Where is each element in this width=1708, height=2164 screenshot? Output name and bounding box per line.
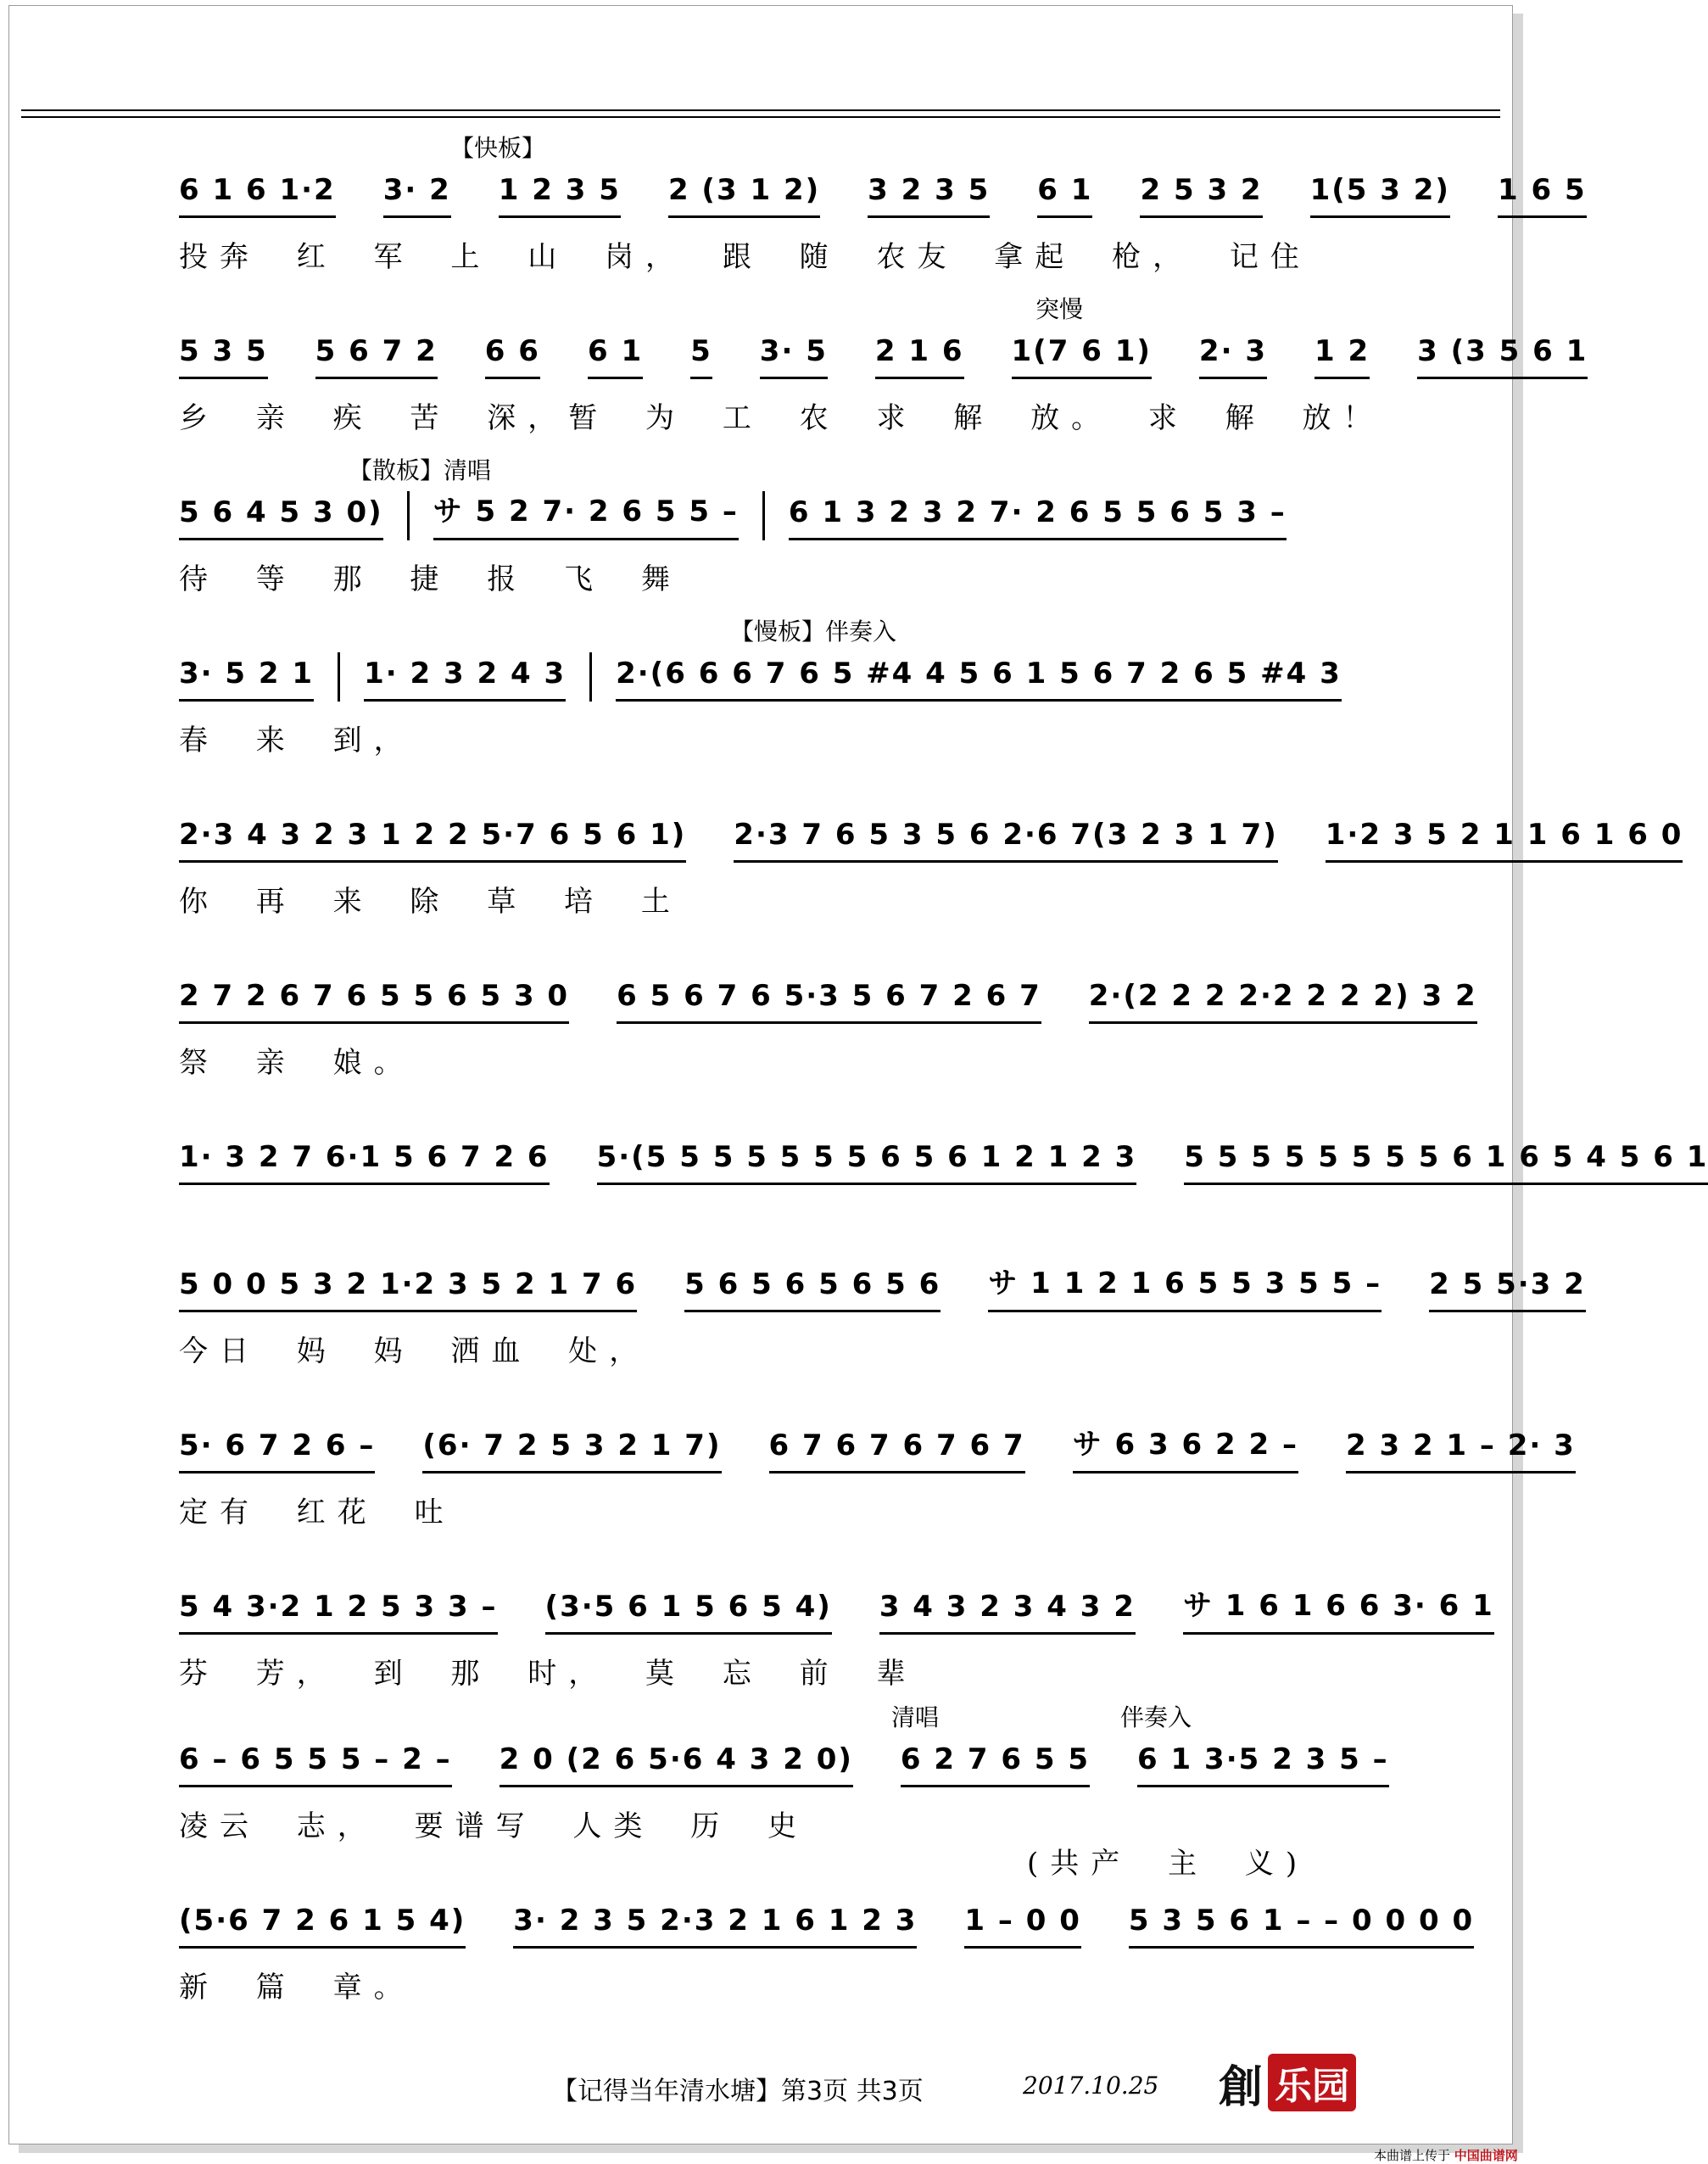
upload-note [1374, 2146, 1518, 2164]
lyrics-line: 今日 妈 妈 洒血 处， [179, 1334, 650, 1368]
measure: 6 1 [1037, 173, 1092, 218]
measure: 6 5 6 7 6 5·3 5 6 7 2 6 7 [617, 979, 1041, 1024]
score-page [8, 5, 1708, 2144]
measure: 1 2 [1314, 334, 1370, 379]
measure: 3· 2 [383, 173, 451, 218]
lyrics-line: 新 篇 章。 [179, 1971, 415, 2005]
measure: 3 2 3 5 [868, 173, 990, 218]
top-rule-inner [21, 116, 1500, 118]
measure: (5·6 7 2 6 1 5 4) [179, 1904, 466, 1949]
measure: 5 6 4 5 3 0) [179, 495, 383, 540]
measure: 3 (3 5 6 1 [1417, 334, 1588, 379]
measure: 3· 5 [760, 334, 828, 379]
lyrics-line: 芬 芳， 到 那 时， 莫 忘 前 辈 [179, 1657, 918, 1691]
lyrics-line: 定有 红花 吐 [179, 1496, 455, 1529]
tempo-mark: 伴奏入 [1120, 1703, 1192, 1731]
measure: 6 6 [485, 334, 540, 379]
bar-line [589, 652, 592, 702]
measure: サ 1 6 1 6 6 3· 6 1 [1183, 1582, 1494, 1635]
measure: 3· 5 2 1 [179, 657, 314, 702]
measure: 1· 3 2 7 6·1 5 6 7 2 6 [179, 1140, 550, 1185]
logo-text-right: 乐园 [1268, 2054, 1356, 2111]
measure: 6 1 3 2 3 2 7· 2 6 5 5 6 5 3 – [789, 495, 1287, 540]
bar-line [338, 652, 340, 702]
measure: 2·3 4 3 2 3 1 2 2 5·7 6 5 6 1) [179, 818, 686, 863]
measure: 2 3 2 1 – 2· 3 [1346, 1429, 1576, 1473]
notation-line [179, 328, 1588, 379]
measure: サ 1 1 2 1 6 5 5 3 5 5 – [988, 1260, 1381, 1312]
bar-line [407, 491, 410, 540]
lyrics-line-alt: (共产 主 义) [1027, 1847, 1309, 1881]
measure: 5· 6 7 2 6 – [179, 1429, 375, 1473]
measure: 2· 3 [1199, 334, 1267, 379]
tempo-mark: 【快板】 [450, 134, 546, 162]
notation-line [179, 812, 1683, 863]
bar-line [762, 491, 765, 540]
measure: 5 3 5 [179, 334, 268, 379]
page-footer [9, 2063, 1512, 2114]
measure: 5 6 5 6 5 6 5 6 [684, 1267, 941, 1312]
measure: 1(5 3 2) [1310, 173, 1450, 218]
measure: 2 0 (2 6 5·6 4 3 2 0) [500, 1742, 853, 1787]
lyrics-line: 祭 亲 娘。 [179, 1046, 415, 1080]
notation-line [179, 651, 1383, 702]
site-logo [1190, 2046, 1385, 2119]
measure: 5 3 5 6 1 – – 0 0 0 0 [1129, 1904, 1474, 1949]
measure: 3· 2 3 5 2·3 2 1 6 1 2 3 [513, 1904, 917, 1949]
notation-line [179, 1898, 1475, 1949]
measure: 2 5 5·3 2 [1429, 1267, 1586, 1312]
measure: 2 7 2 6 7 6 5 5 6 5 3 0 [179, 979, 569, 1024]
measure: 5 0 0 5 3 2 1·2 3 5 2 1 7 6 [179, 1267, 637, 1312]
measure: 6 1 [588, 334, 643, 379]
upload-note-text: 本曲谱上传于 [1374, 2148, 1451, 2163]
lyrics-line: 待 等 那 捷 报 飞 舞 [179, 562, 682, 596]
notation-line [179, 1261, 1586, 1312]
measure: 2 5 3 2 [1140, 173, 1262, 218]
top-rule [21, 109, 1500, 111]
lyrics-line: 凌云 志， 要谱写 人类 历 史 [179, 1809, 809, 1843]
measure: 2 (3 1 2) [668, 173, 820, 218]
measure: サ 6 3 6 2 2 – [1073, 1421, 1298, 1473]
notation-line [179, 1423, 1576, 1473]
measure: サ 5 2 7· 2 6 5 5 – [433, 488, 739, 540]
tempo-mark: 【散板】清唱 [349, 456, 492, 484]
measure: 6 1 3·5 2 3 5 – [1137, 1742, 1389, 1787]
footer-date: 2017.10.25 [1023, 2072, 1159, 2100]
measure: 5 6 7 2 [315, 334, 438, 379]
measure: 3 4 3 2 3 4 3 2 [879, 1590, 1136, 1635]
notation-line [179, 1736, 1389, 1787]
measure: 1 6 5 [1498, 173, 1587, 218]
lyrics-line: 乡 亲 疾 苦 深，暂 为 工 农 求 解 放。 求 解 放！ [179, 401, 1384, 435]
lyrics-line: 春 来 到， [179, 724, 415, 758]
notation-line [179, 489, 1383, 540]
footer-title: 【记得当年清水塘】第3页 共3页 [552, 2077, 924, 2106]
tempo-mark: 【慢板】伴奏入 [730, 618, 897, 646]
measure: 2 1 6 [875, 334, 964, 379]
measure: 6 – 6 5 5 5 – 2 – [179, 1742, 452, 1787]
tempo-mark: 清唱 [891, 1703, 940, 1731]
measure: 1· 2 3 2 4 3 [364, 657, 566, 702]
notation-line [179, 167, 1587, 218]
logo-text-left: 創 [1218, 2061, 1263, 2113]
notation-line [179, 1584, 1494, 1635]
measure: 5 [690, 334, 712, 379]
measure: (3·5 6 1 5 6 5 4) [545, 1590, 832, 1635]
measure: 6 7 6 7 6 7 6 7 [769, 1429, 1025, 1473]
lyrics-line: 投奔 红 军 上 山 岗， 跟 随 农友 拿起 枪， 记住 [179, 240, 1311, 274]
notation-line [179, 973, 1477, 1024]
measure: 1 – 0 0 [964, 1904, 1080, 1949]
measure: (6· 7 2 5 3 2 1 7) [422, 1429, 721, 1473]
tempo-mark: 突慢 [1035, 295, 1084, 323]
measure: 2·3 7 6 5 3 5 6 2·6 7(3 2 3 1 7) [734, 818, 1277, 863]
measure: 1 2 3 5 [499, 173, 621, 218]
measure: 5 4 3·2 1 2 5 3 3 – [179, 1590, 498, 1635]
measure: 6 1 6 1·2 [179, 173, 336, 218]
measure: 2·(6 6 6 7 6 5 #4 4 5 6 1 5 6 7 2 6 5 #4 3 [616, 657, 1342, 702]
measure: 1·2 3 5 2 1 1 6 1 6 0 [1326, 818, 1683, 863]
measure: 1(7 6 1) [1012, 334, 1152, 379]
measure: 6 2 7 6 5 5 [901, 1742, 1090, 1787]
notation-line [179, 1134, 1708, 1185]
upload-site: 中国曲谱网 [1454, 2148, 1518, 2163]
lyrics-line: 你 再 来 除 草 培 土 [179, 885, 682, 919]
measure: 2·(2 2 2 2·2 2 2 2) 3 2 [1089, 979, 1477, 1024]
measure: 5 5 5 5 5 5 5 5 6 1 6 5 4 5 6 1 [1184, 1140, 1708, 1185]
measure: 5·(5 5 5 5 5 5 5 6 5 6 1 2 1 2 3 [597, 1140, 1137, 1185]
